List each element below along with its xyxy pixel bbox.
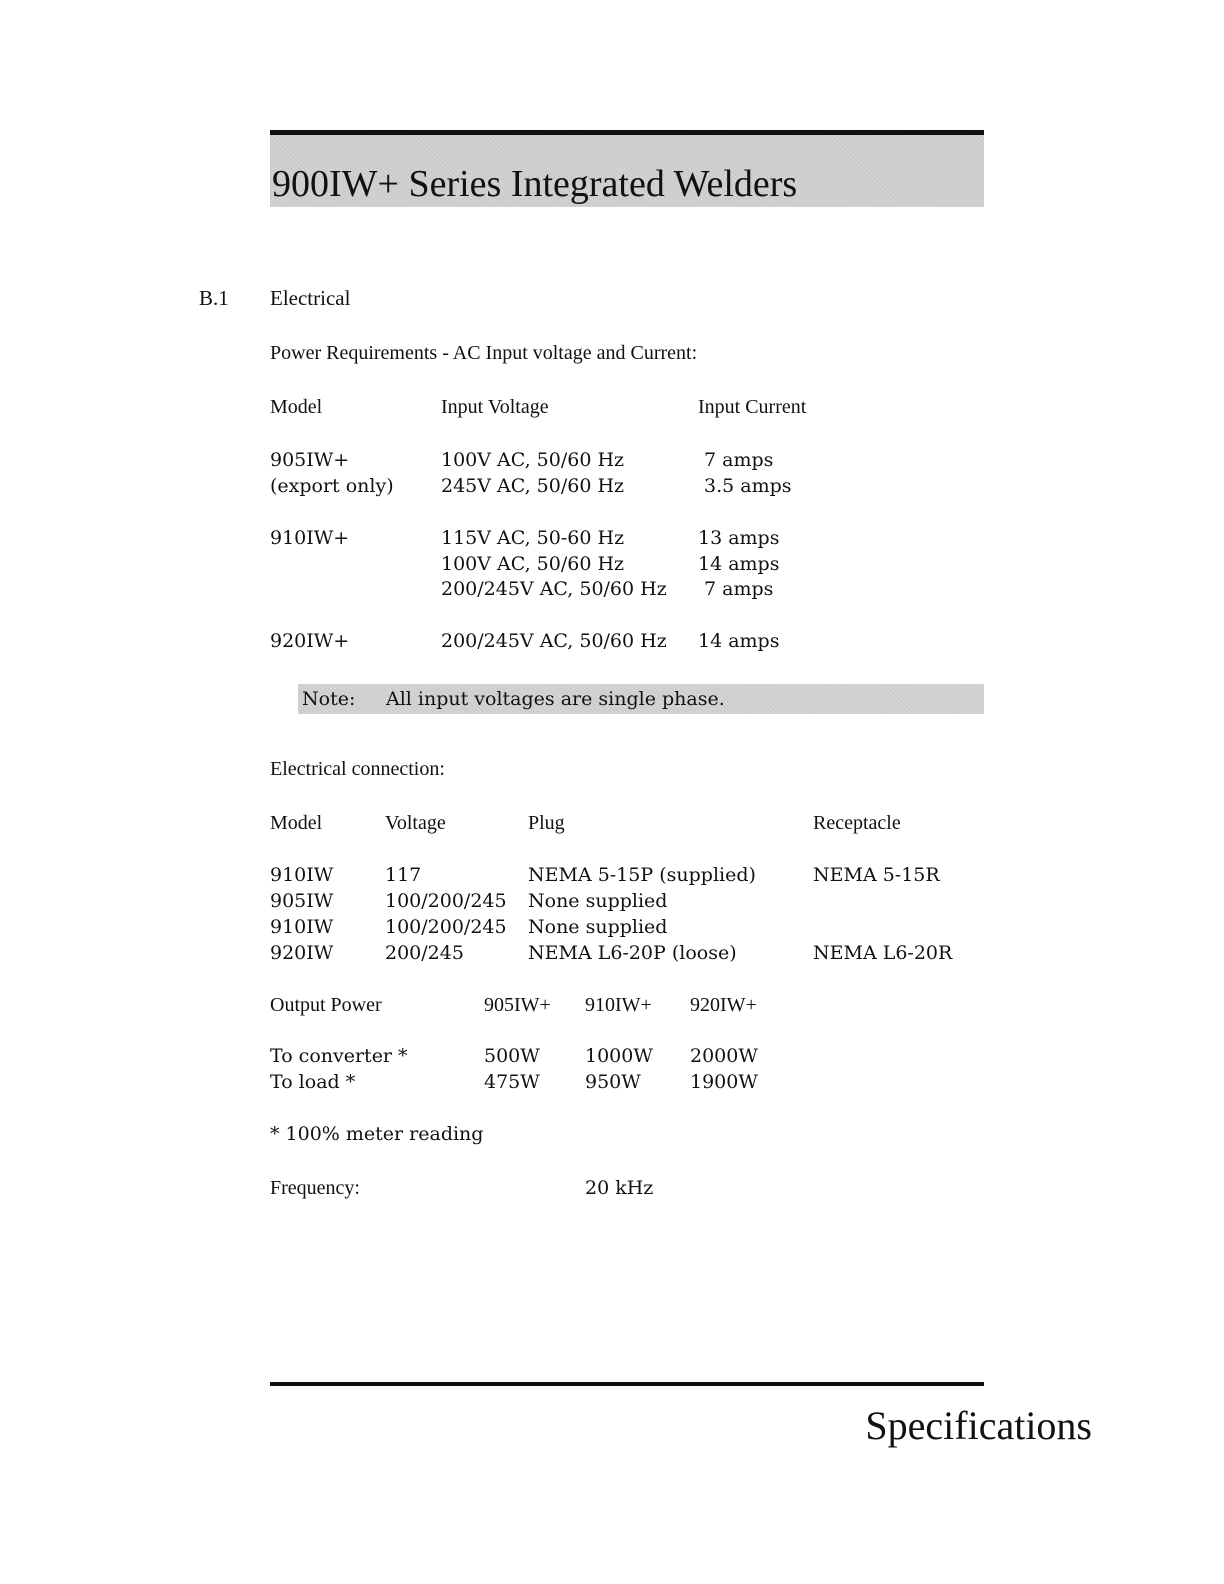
note-text: All input voltages are single phase. [386, 688, 725, 710]
conn-voltage: 100/200/245 [385, 890, 507, 912]
conn-voltage: 200/245 [385, 942, 464, 964]
footer-rule [270, 1382, 984, 1386]
page-title: 900IW+ Series Integrated Welders [272, 163, 798, 205]
conn-voltage: 100/200/245 [385, 916, 507, 938]
output-col-label: Output Power [270, 994, 382, 1016]
conn-model: 905IW [270, 890, 334, 912]
note-label: Note: [302, 688, 356, 710]
conn-col-voltage: Voltage [385, 812, 446, 834]
conn-model: 910IW [270, 916, 334, 938]
power-voltage: 115V AC, 50-60 Hz [441, 527, 625, 549]
output-col-920: 920IW+ [690, 994, 757, 1016]
conn-receptacle: NEMA L6-20R [813, 942, 953, 964]
output-910: 950W [585, 1071, 641, 1093]
conn-receptacle: NEMA 5-15R [813, 864, 940, 886]
conn-plug: None supplied [528, 890, 668, 912]
power-model: 910IW+ [270, 527, 350, 549]
power-voltage: 245V AC, 50/60 Hz [441, 475, 625, 497]
output-footnote: * 100% meter reading [270, 1123, 484, 1145]
output-920: 1900W [690, 1071, 758, 1093]
power-voltage: 100V AC, 50/60 Hz [441, 449, 625, 471]
output-920: 2000W [690, 1045, 758, 1067]
conn-plug: NEMA 5-15P (supplied) [528, 864, 756, 886]
power-voltage: 200/245V AC, 50/60 Hz [441, 578, 667, 600]
power-current: 14 amps [698, 553, 780, 575]
power-current: 7 amps [704, 578, 774, 600]
power-heading: Power Requirements - AC Input voltage and Current: [270, 342, 698, 364]
power-current: 7 amps [704, 449, 774, 471]
conn-plug: NEMA L6-20P (loose) [528, 942, 737, 964]
conn-model: 920IW [270, 942, 334, 964]
power-current: 3.5 amps [704, 475, 792, 497]
footer-title: Specifications [865, 1403, 1092, 1448]
conn-col-plug: Plug [528, 812, 565, 834]
output-label: To load * [270, 1071, 356, 1093]
conn-col-receptacle: Receptacle [813, 812, 901, 834]
power-current: 14 amps [698, 630, 780, 652]
output-label: To converter * [270, 1045, 408, 1067]
section-number: B.1 [199, 286, 229, 310]
output-col-905: 905IW+ [484, 994, 551, 1016]
conn-col-model: Model [270, 812, 323, 834]
power-voltage: 100V AC, 50/60 Hz [441, 553, 625, 575]
power-col-model: Model [270, 396, 323, 418]
power-model: 920IW+ [270, 630, 350, 652]
conn-model: 910IW [270, 864, 334, 886]
conn-voltage: 117 [385, 864, 422, 886]
power-voltage: 200/245V AC, 50/60 Hz [441, 630, 667, 652]
power-model: 905IW+ [270, 449, 350, 471]
power-col-voltage: Input Voltage [441, 396, 549, 418]
output-910: 1000W [585, 1045, 653, 1067]
power-col-current: Input Current [698, 396, 807, 418]
power-current: 13 amps [698, 527, 780, 549]
frequency-label: Frequency: [270, 1177, 360, 1199]
output-905: 475W [484, 1071, 540, 1093]
frequency-value: 20 kHz [585, 1177, 654, 1199]
conn-plug: None supplied [528, 916, 668, 938]
power-model: (export only) [270, 475, 394, 497]
connection-heading: Electrical connection: [270, 758, 445, 780]
section-title: Electrical [270, 286, 351, 310]
output-905: 500W [484, 1045, 540, 1067]
output-col-910: 910IW+ [585, 994, 652, 1016]
